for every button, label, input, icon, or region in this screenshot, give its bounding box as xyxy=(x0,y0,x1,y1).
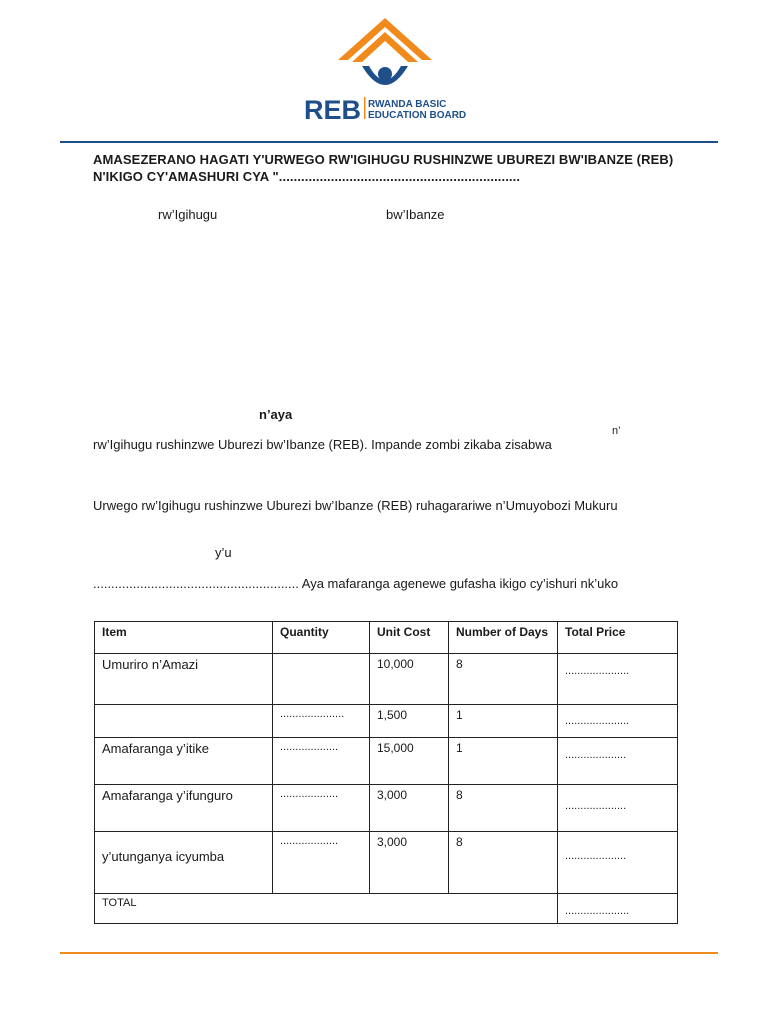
row-quantity xyxy=(273,654,370,705)
paragraph-1: rw’Igihugu rushinzwe Uburezi bw’Ibanze (REB). Impande zombi zikaba zisabwa xyxy=(93,437,552,452)
reb-logo xyxy=(300,18,470,122)
header-quantity: Quantity xyxy=(273,622,370,654)
row-quantity: ................... xyxy=(273,785,370,832)
row-quantity: ................... xyxy=(273,738,370,785)
fragment-n: n’ xyxy=(612,425,621,437)
row-days: 8 xyxy=(449,785,558,832)
paragraph-2: Urwego rw’Igihugu rushinzwe Uburezi bw’Ibanze (REB) ruhagarariwe n’Umuyobozi Mukuru xyxy=(93,498,618,513)
total-value: ..................... xyxy=(565,905,630,917)
row-item xyxy=(95,832,273,894)
fragment-bwibanze: bw’Ibanze xyxy=(386,207,445,222)
row-total-value: .................... xyxy=(565,850,627,862)
row-total-value: .................... xyxy=(565,749,627,761)
header-rule xyxy=(60,141,718,143)
footer-rule xyxy=(60,952,718,954)
row-unit-cost: 15,000 xyxy=(370,738,449,785)
row-total xyxy=(558,738,678,785)
row-item xyxy=(95,705,273,738)
row-days: 8 xyxy=(449,654,558,705)
table-row xyxy=(95,738,678,785)
reb-logo-mark xyxy=(300,18,470,122)
row-item: Umuriro n’Amazi xyxy=(95,654,273,705)
row-total-value: ..................... xyxy=(565,715,630,727)
row-unit-cost: 3,000 xyxy=(370,832,449,894)
row-unit-cost: 10,000 xyxy=(370,654,449,705)
row-total xyxy=(558,785,678,832)
header-item: Item xyxy=(95,622,273,654)
logo-line2: EDUCATION BOARD xyxy=(368,110,467,121)
row-days: 1 xyxy=(449,705,558,738)
row-days: 1 xyxy=(449,738,558,785)
total-label: TOTAL xyxy=(95,894,558,924)
row-item: Amafaranga y’ifunguro xyxy=(95,785,273,832)
row-total-value: ..................... xyxy=(565,665,630,677)
paragraph-3: ......................................................... Aya mafaranga agenewe gufasha ikigo cy’ishuri nk’uko xyxy=(93,576,619,591)
logo-line1: RWANDA BASIC xyxy=(368,99,447,110)
row-total xyxy=(558,705,678,738)
row-total xyxy=(558,654,678,705)
header-total-price: Total Price xyxy=(558,622,678,654)
row-item: Amafaranga y’itike xyxy=(95,738,273,785)
table-row xyxy=(95,705,678,738)
row-quantity: ................... xyxy=(273,832,370,894)
table-header-row xyxy=(95,622,678,654)
total-cell xyxy=(558,894,678,924)
table-row xyxy=(95,654,678,705)
heading-line1: AMASEZERANO HAGATI Y'URWEGO RW'IGIHUGU RUSHINZWE UBUREZI BW'IBANZE (REB) xyxy=(93,152,674,167)
header-unit-cost: Unit Cost xyxy=(370,622,449,654)
fragment-naya: n’aya xyxy=(259,407,293,422)
header-number-of-days: Number of Days xyxy=(449,622,558,654)
row-item-label: y’utunganya icyumba xyxy=(102,849,225,864)
fragment-yu: y’u xyxy=(215,545,232,560)
fragment-rwigihugu: rw’Igihugu xyxy=(158,207,218,222)
table-row xyxy=(95,785,678,832)
heading-line2: N'IKIGO CY'AMASHURI CYA "................................................................. xyxy=(93,169,521,184)
row-total xyxy=(558,832,678,894)
logo-acronym: REB xyxy=(304,95,362,122)
table-total-row xyxy=(95,894,678,924)
row-unit-cost: 1,500 xyxy=(370,705,449,738)
budget-table xyxy=(94,621,678,924)
row-days: 8 xyxy=(449,832,558,894)
row-quantity: ..................... xyxy=(273,705,370,738)
table-row xyxy=(95,832,678,894)
row-unit-cost: 3,000 xyxy=(370,785,449,832)
row-total-value: .................... xyxy=(565,800,627,812)
document-heading xyxy=(93,151,693,185)
